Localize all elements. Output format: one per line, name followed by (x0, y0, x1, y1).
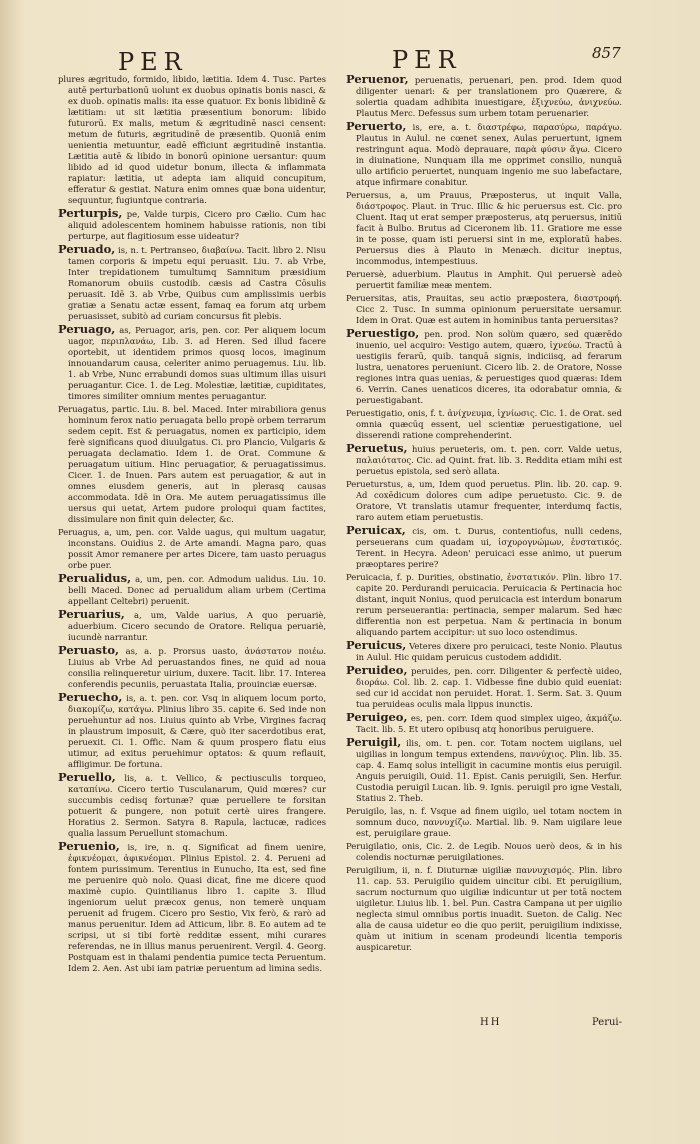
dictionary-entry (58, 692, 326, 770)
dictionary-entry (346, 572, 622, 638)
entry-text: Perueturstus, a, um, Idem quod peruetus. Plin. lib. 20. cap. 9. Ad coxēdicum dolores cum adipe peruetusto. Cic. 9. de Oratore, Vt translatis utamur frequenter, interdumq factis, raro autem etiam peruetustis. (346, 479, 622, 522)
dictionary-entry (58, 208, 326, 242)
dictionary-entry (346, 525, 622, 570)
dictionary-entry (58, 74, 326, 206)
entry-headword: Peruestigo, (346, 326, 420, 340)
dictionary-entry (346, 665, 622, 710)
entry-text: a, um, pen. cor. Admodum ualidus. Liu. 10. belli Maced. Donec ad perualidum aliam urbem (Certima appellant Celtebri) peruenit. (68, 574, 326, 606)
dictionary-entry (58, 841, 326, 974)
dictionary-entry (346, 74, 622, 119)
header-right: PER (392, 46, 462, 74)
page-number: 857 (592, 44, 621, 62)
dictionary-entry (346, 328, 622, 406)
entry-headword: Peruenio, (58, 839, 120, 853)
entry-text: peruides, pen. corr. Diligenter & perfectè uideo, διοράω. Col. lib. 2. cap. 1. Vidbesse fine dubio quid eueniat: sed cur id accidat non peruidet. Horat. 1. Serm. Sat. 3. Quum tua peruideas oculis mala lippus inunctis. (356, 666, 622, 709)
entry-text: as, a. p. Prorsus uasto, ἀνάστατον ποιέω. Liuius ab Vrbe Ad peruastandos fines, ne quid ad noua consilia relinqueretur uirium, duxere. Tacit. libr. 17. Interea conferendis pecuniis, peruastata Italia, prouinciæ euersæ. (68, 646, 326, 689)
dictionary-entry (346, 269, 622, 291)
entry-text: Peruestigatio, onis, f. t. ἀνίχνευμα, ἰχνίωσις. Cic. 1. de Orat. sed omnia quæcūq essent, uel scientiæ peruestigatione, uel disserendi ratione comprehenderint. (346, 408, 622, 440)
entry-text: Peruersè, aduerbium. Plautus in Amphit. Qui peruersè adeò peruertit familiæ meæ mentem. (346, 269, 622, 290)
dictionary-entry (346, 443, 622, 477)
dictionary-entry (346, 806, 622, 839)
entry-headword: Peruago, (58, 322, 116, 336)
dictionary-entry (58, 527, 326, 571)
dictionary-entry (346, 293, 622, 326)
entry-text: Peruersus, a, um Prauus, Præposterus, ut inquit Valla, διάστροφος. Plaut. in Truc. Illic & hic peruersus est. Cic. pro Cluent. Itaq ut erat semper præposterus, atq peruersus, initiū facit à Bulbo. Brutus ad Ciceronem lib. 11. Gratiore me esse in te posse, quam isti peruersi sint in me, exploratū habes. Peruersus dies à Plauto in Menæch. dicitur ineptus, incommodus, intempestiuus. (346, 190, 622, 266)
right-column (346, 74, 622, 955)
entry-text: plures ægritudo, formido, libido, lætitia. Idem 4. Tusc. Partes autē perturbationū uolunt ex duobus opinatis bonis nasci, & ex duob. opinatis malis: ita esse quatuor. Ex bonis libidinē & lætitiam: ut sit lætitia præsentium bonorum: libido futurorū. Ex malis, metum & ægritudinē nasci censent: metum de futuris, ægritudinē de præsentib. Quoniā enim uenientia metuuntur, eadē efficiunt ægritudinē instantia. Lætitia autē & libido in bonorū opinione uersantur: quum libido ad id quod uidetur bonum, illecta & inflammata rapiatur: lætitia, ut adepta iam aliquid concupitum, efferatur & gestiat. Natura enim omnes quæ bona uidentur, sequuntur, fugiuntque contraria. (58, 74, 326, 205)
dictionary-entry (58, 324, 326, 402)
signature-mark: HH (480, 1017, 502, 1028)
entry-headword: Peruigil, (346, 735, 402, 749)
catchword: Perui- (592, 1017, 622, 1028)
entry-headword: Peruado, (58, 242, 116, 256)
dictionary-entry (346, 712, 622, 735)
entry-text: pe, Valde turpis, Cicero pro Cælio. Cum hac aliquid adolescentem hominem habuisse rationis, non tibi perturpe, aut flagitiosum esse uideatur? (68, 209, 326, 241)
dictionary-entry (346, 190, 622, 267)
entry-headword: Peruerto, (346, 119, 407, 133)
dictionary-entry (58, 404, 326, 525)
entry-headword: Peruenor, (346, 72, 409, 86)
entry-headword: Perualidus, (58, 571, 132, 585)
dictionary-entry (346, 121, 622, 188)
entry-headword: Peruicus, (346, 638, 407, 652)
entry-text: Peruigilo, las, n. f. Vsque ad finem uigilo, uel totam noctem in somnum duco, παννυχίζω. Martial. lib. 9. Nam uigilare leue est, peruigilare graue. (346, 806, 622, 838)
entry-text: Veteres dixere pro peruicaci, teste Nonio. Plautus in Aulul. Hic quidam peruicus custodem addidit. (356, 641, 622, 662)
entry-text: es, pen. corr. Idem quod simplex uigeo, ἀκμάζω. Tacit. lib. 5. Et utero opibusq atq honoribus peruiguere. (356, 713, 622, 734)
entry-headword: Peruello, (58, 770, 116, 784)
entry-headword: Peruigeo, (346, 710, 408, 724)
dictionary-entry (58, 772, 326, 839)
entry-headword: Peruideo, (346, 663, 408, 677)
dictionary-entry (58, 645, 326, 690)
entry-text: ilis, om. t. pen. cor. Totam noctem uigilans, uel uigilias in longum tempus extendens, παννύχιος. Plin. lib. 35. cap. 4. Eamq solus intelligit in cacumine montis eius peruigil. Anguis peruigili, Ouid. 11. Epist. Canis peruigili, Sen. Herfur. Custodia peruigil Lucan. lib. 9. Ignis. peruigil pro igne Vestali, Statius 2. Theb. (356, 738, 622, 803)
entry-headword: Peruarius, (58, 607, 125, 621)
entry-headword: Peruecho, (58, 690, 123, 704)
entry-text: is, ere, a. t. διαστρέφω, παρασύρω, παράγω. Plautus in Aulul. ne cœnet senex, Aulas peruertunt, ignem restringunt aqua. Modò deprauare, παρὰ φύσιν ἄγω. Cicero in diuinatione, Nunquam illa me opprimet consilio, nunquā ullo artificio peruertet, nunquam ingenio me suo labefactare, atque infirmare conabitur. (356, 122, 622, 187)
entry-text: is, n. t. Pertranseo, διαβαίνω. Tacit. libro 2. Nisu tamen corporis & impetu equi peruasit. Liu. 7. ab Vrbe, Inter trepidationem tumultumq Samnitum præsidium Romanorum obuiis custodib. cæsis ad Castra Cōsulis peruasit. Idē 3. ab Vrbe, Quibus cum amplissimis uerbis gratiæ a Senatu actæ essent, famaq ea forum atq urbem peruasisset, subitò ad curiam concursus fit plebis. (68, 245, 326, 321)
entry-text: Peruersitas, atis, Prauitas, seu actio præpostera, διαστροφή. Cicc 2. Tusc. In summa opinionum peruersitate uersamur. Idem in Orat. Quæ est autem in hominibus tanta peruersitas? (346, 293, 622, 325)
dictionary-entry (58, 609, 326, 643)
entry-text: is, ire, n. q. Significat ad finem uenire, ἐφικνέομαι, ἀφικνέομαι. Plinius Epistol. 2. 4. Perueni ad fontem purissimum. Terentius in Eunucho, Ita est, sed fine me peruenire quò nolo. Quasi dicat, fine me dicere quod maximè cupio. Quintilianus libro 1. capite 3. Illud ingeniorum uelut præcox genus, non temerè unquam peruenit ad frugem. Cicero pro Sestio, Vix ferò, & rarò ad manus peruenitur. Idem ad Atticum, libr. 8. Eo autem ad te scripsi, ut si tibi fortè redditæ essent, mihi curares referendas, ne in illius manus peruenirent. Vergil. 4. Georg. Postquam est in thalami pendentia pumice tecta Peruentum. Idem 2. Aen. Ast ubi iam patriæ peruentum ad limina sedis. (68, 842, 326, 973)
entry-headword: Perturpis, (58, 206, 123, 220)
left-column (58, 74, 326, 976)
page-footer (346, 1017, 622, 1033)
dictionary-entry (346, 841, 622, 863)
entry-text: Peruagus, a, um, pen. cor. Valde uagus, qui multum uagatur, inconstans. Ouidius 2. de Arte amandi. Magna paro, quas possit Amor remanere per artes Dicere, tam uasto peruagus orbe puer. (58, 527, 326, 570)
header-left: PER (118, 48, 188, 76)
entry-text: Peruicacia, f. p. Durities, obstinatio, ἐνστατικόν. Plin. libro 17. capite 20. Perdurandi peruicacia. Peruicacia & Pertinacia hoc distant, inquit Nonius, quod peruicacia est interdum bonarum rerum perseuerantia: pertinacia, semper malarum. Sed hæc differentia non est perpetua. Nam & pertinacia in bonum aliquando partem accipitur: ut suo loco ostendimus. (346, 572, 622, 637)
entry-text: as, Peruagor, aris, pen. cor. Per aliquem locum uagor, περιπλανάω, Lib. 3. ad Heren. Sed illud facere oportebit, ut identidem primos quosq locos, imaginum innouandarum causa, celeriter animo peruagemus. Liu. lib. 1. ab Vrbe, Nunc errabundi domos suas ultimum illas uisuri peruagantur. Cice. 1. de Leg. Molestiæ, lætitiæ, cupiditates, timores similiter omnium mentes peruagantur. (68, 325, 326, 401)
entry-headword: Peruicax, (346, 523, 406, 537)
entry-text: is, a. t. pen. cor. Vsq in aliquem locum porto, διακομίζω, κατάγω. Plinius libro 35. capite 6. Sed inde non peruehuntur ad nos. Liuius quinto ab Vrbe, Virgines facraq in plaustrum imposuit, & Cære, quò iter sacerdotibus erat, peruexit. Ci. 1. Offic. Nam & quum prospero flatu eius utimur, ad exitus peruehimur optatos: & quum reflauit, affligimur. De fortuna. (68, 693, 326, 769)
entry-headword: Peruasto, (58, 643, 119, 657)
entry-text: huius perueteris, om. t. pen. corr. Valde uetus, παλαιότατος. Cic. ad Quint. frat. lib. 3. Reddita etiam mihi est peruetus epistola, sed serò allata. (356, 444, 622, 476)
dictionary-entry (346, 479, 622, 523)
entry-text: lis, a. t. Vellico, & pectiusculis torqueo, καταπίνω. Cicero tertio Tusculanarum, Quid mœres? cur succumbis cedisq fortunæ? quæ peruellere te forsitan potuerit & pungere, non potuit certè uires frangere. Horatius 2. Sermon. Satyra 8. Rapula, lactucæ, radices qualia lassum Peruellunt stomachum. (68, 773, 326, 838)
dictionary-entry (58, 573, 326, 607)
dictionary-entry (58, 244, 326, 322)
dictionary-entry (346, 640, 622, 663)
dictionary-entry (346, 865, 622, 953)
entry-text: Peruagatus, partic. Liu. 8. bel. Maced. Inter mirabiliora genus hominum ferox natio peruagata bello propè orbem terrarum sedem cepit. Est & peruagatus, nomen ex participio, idem ferè significans quod diuulgatus. Ci. pro Plancio, Vulgaris & peruagata declamatio. Idem 1. de Orat. Commune & peruagatum uitium. Hinc peruagatior, & peruagatissimus. Cicer. 1. de Inuen. Pars autem est peruagatior, & aut in omnes eiusdem generis, aut in plerasq causas accommodata. Idē in Ora. Me autem peruagatissimus ille uersus qui uetat, Artem pudore proloqui quam factites, dissimulare non finit quin delecter, &c. (58, 404, 326, 524)
entry-text: a, um, Valde uarius, A quo peruariè, aduerbium. Cicero secundo de Oratore. Reliqua peruariè, iucundè narrantur. (68, 610, 327, 642)
dictionary-entry (346, 737, 622, 804)
entry-text: cis, om. t. Durus, contentiofus, nulli cedens, perseuerans cum quadam ui, ἰσχυρογνώμων, ἐνστατικός. Terent. in Hecyra. Adeon' peruicaci esse animo, ut puerum præoptares perire? (356, 526, 622, 569)
entry-headword: Peruetus, (346, 441, 408, 455)
entry-text: peruenatis, peruenari, pen. prod. Idem quod diligenter uenari: & per translationem pro Quærere, & solertia quadam adhibita inuestigare, ἐξιχνεύω, ἀνιχνεύω. Plautus Merc. Defessus sum urbem totam peruenarier. (356, 75, 622, 118)
dictionary-entry (346, 408, 622, 441)
entry-text: Peruigilatio, onis, Cic. 2. de Legib. Nouos uerò deos, & in his colendis nocturnæ peruigilationes. (346, 841, 622, 862)
entry-text: Peruigilium, ii, n. f. Diuturnæ uigiliæ παννυχισμός. Plin. libro 11. cap. 53. Peruigilio quidem uincitur cibi. Et peruigilium, sacrum nocturnum quo uigiliæ indicuntur ut per totā noctem uigiletur. Liuius lib. 1. bel. Pun. Castra Campana ut per uigilio neglecta simul omnibus portis inuadit. Sueton. de Calig. Nec alia de causa uidetur eo die quo periit, peruigilium indixisse, quàm ut initium in scenam prodeundi licentia temporis auspicaretur. (346, 865, 622, 952)
entry-text: pen. prod. Non solùm quæro, sed quærēdo inuenio, uel acquiro: Vestigo autem, quæro, ἰχνεύω. Tractū à uestigiis ferarū, quib. tanquā signis, indiciisq, ad ferarum lustra, uenatores perueniunt. Cicero lib. 2. de Oratore, Nosse regiones intra quas uenias, & peruestiges quod quæras: Idem 6. Verrin. Canes uenaticos diceres, ita odorabatur omnia, & peruestigabant. (356, 329, 622, 405)
